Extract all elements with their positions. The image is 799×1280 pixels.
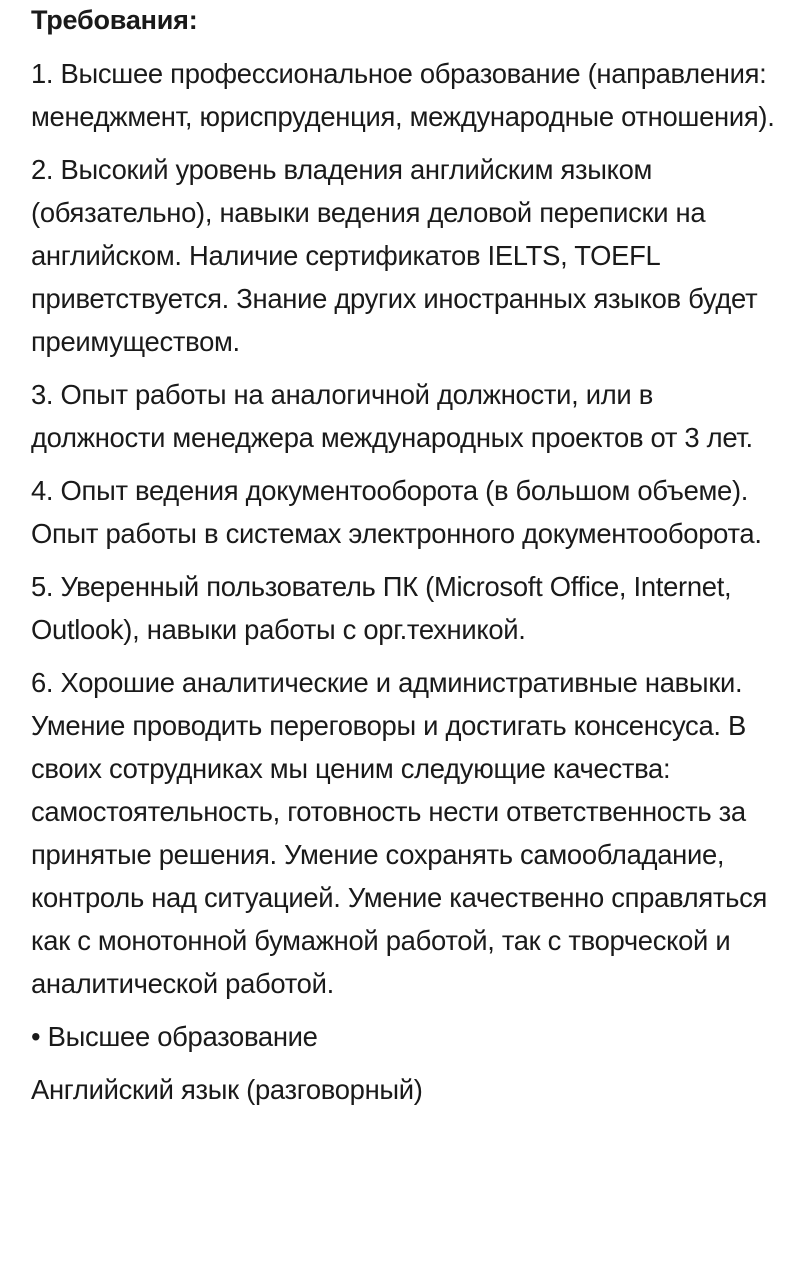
requirement-item-4: 4. Опыт ведения документооборота (в большом объеме). Опыт работы в системах электронного документооборота. [31, 475, 762, 549]
english-language-line: Английский язык (разговорный) [31, 1074, 423, 1105]
requirement-item-1: 1. Высшее профессиональное образование (направления: менеджмент, юриспруденция, международные отношения). [31, 58, 775, 132]
requirement-item-2: 2. Высокий уровень владения английским языком (обязательно), навыки ведения деловой переписки на английском. Наличие сертификатов IELTS, TOEFL приветствуется. Знание других иностранных языков будет преимуществом. [31, 154, 758, 357]
requirements-heading: Требования: [31, 5, 198, 35]
requirement-item-6: 6. Хорошие аналитические и административные навыки. Умение проводить переговоры и достигать консенсуса. В своих сотрудниках мы ценим следующие качества: самостоятельность, готовность нести ответственность за принятые решения. Умение сохранять самообладание, контроль над ситуацией. Умение качественно справляться как с монотонной бумажной работой, так с творческой и аналитической работой. [31, 667, 767, 999]
requirement-item-5: 5. Уверенный пользователь ПК (Microsoft Office, Internet, Outlook), навыки работы с орг.техникой. [31, 571, 732, 645]
bullet-item-education: • Высшее образование [31, 1021, 318, 1052]
requirement-item-3: 3. Опыт работы на аналогичной должности, или в должности менеджера международных проектов от 3 лет. [31, 379, 753, 453]
